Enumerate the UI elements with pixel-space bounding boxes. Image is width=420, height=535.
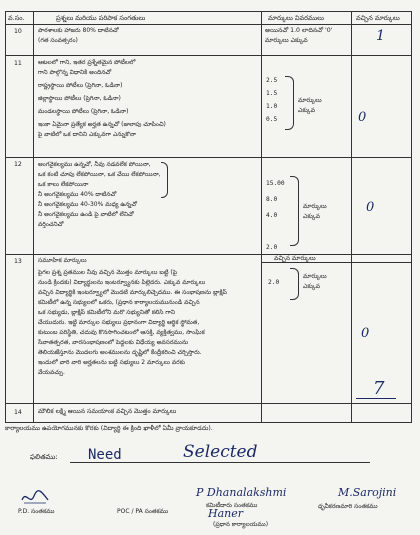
row-14-text: మౌలిక లక్ష్మి ఆయిన సమయాంక వచ్చిన మొత్తం మార్కులు	[38, 408, 177, 415]
row-number: 14	[14, 409, 22, 416]
head-office-label: (ప్రధాన కార్యాలయము)	[213, 521, 269, 528]
row-line: పైగల ప్రశ్న ప్రతముల నీవు వచ్చిన మొత్తం మార్కులు బట్టి (పై	[38, 269, 177, 276]
row-12-text	[38, 160, 161, 230]
row-line: గాని పాల్గొన్న విధానికి అందినచో	[38, 69, 112, 76]
committee-member-signature: P Dhanalakshmi	[196, 486, 287, 499]
awarded-total-handwritten: 7	[373, 378, 385, 399]
header-marks-detail: మార్కులు వివరములు	[268, 14, 325, 22]
brace	[161, 162, 168, 198]
row-line: ఒక కంటి చూపు లేకపోయినా, ఒక చేయి లేకపోయినా,	[38, 171, 161, 178]
row-11-marks-note: మార్కులు ఎక్కువ	[298, 97, 322, 114]
row-line: ఒక కాలు లేకపోయినా	[38, 181, 89, 188]
mark-value: 2.5	[266, 77, 278, 84]
row-line: ఇందులో వారి వారి అర్హతలను బట్టి సభ్యులు 2 మార్కులు వరకు	[38, 359, 185, 366]
brace	[290, 268, 299, 300]
awarded-mark-handwritten: 0	[366, 200, 375, 215]
poc-signature-label: POC / PA సంతకము	[117, 508, 169, 515]
row-number: 12	[14, 161, 22, 168]
row-line: పాఠశాలకు హాజరు 80% దాటినచో	[38, 27, 119, 34]
verifier-signature-label: ధృవీకరణమారి సంతకము	[318, 503, 378, 510]
row-line: వర్తించనిచో	[38, 221, 64, 228]
row-12-mark-values	[266, 176, 285, 256]
row-number: 10	[14, 28, 22, 35]
row-13-mark-values	[268, 276, 279, 289]
row-line: పై వాటిలో ఒక దానిని ఎక్కువగా ఎన్నుకొనా	[38, 131, 136, 138]
awarded-mark-handwritten: 0	[358, 110, 367, 125]
row-line: ఆటలలో గాని, ఇతర ప్రశ్నేతమైన పోటీలలో	[38, 59, 136, 66]
result-handwritten-note: Need	[88, 447, 122, 463]
committee-member-signature-2: Haner	[208, 507, 244, 520]
mark-value: 2.0	[268, 279, 280, 286]
table-col-divider	[351, 12, 352, 422]
mark-value: 0.5	[266, 116, 278, 123]
row-11-mark-values	[266, 74, 277, 126]
row-line: నీ అంగవైకల్యము 40-30% మధ్య ఉన్నచో	[38, 201, 137, 208]
row-line: వచ్చిన విద్యార్థికి ఇంటర్వ్యూలో మొదటి మార్కులిచ్చెదము. ఈ సంభాషణను బ్లాక్షిప్	[38, 289, 227, 296]
result-label: ఫలితము:	[30, 453, 58, 461]
mark-value: 1.0	[266, 103, 278, 110]
row-13-marks-note: మార్కులు ఎక్కువ	[303, 273, 327, 290]
row-line: జిల్లాస్థాయి పోటీలు (ప్రెగినా, ఓడినా)	[38, 95, 121, 102]
row-line: వేయవచ్చు.	[38, 369, 65, 376]
handwritten-underline	[356, 398, 396, 399]
row-line: ఒక సభ్యుడు, బ్లాక్షిప్ కమిటీలోని మరొ సభ్యునితో కలిసి గాని	[38, 309, 175, 316]
mark-value: 2.0	[266, 244, 278, 251]
row-line: రాష్ట్రస్థాయి పోటీలు (ప్రెగినా, ఓడినా)	[38, 82, 123, 89]
marks-table	[5, 11, 412, 423]
verifier-signature: M.Sarojini	[338, 486, 397, 499]
mark-value: 15.00	[266, 180, 285, 187]
pd-signature-scribble	[20, 488, 50, 508]
office-use-note: కార్యాలయము ఉపయోగమునకు కొరకు (విద్యార్థి ఈ క్రింది ఖాళీలో ఏమీ వ్రాయకూడదు).	[5, 425, 213, 432]
mark-value: 1.5	[266, 90, 278, 97]
row-12-marks-note: మార్కులు ఎక్కువ	[303, 203, 327, 220]
row-line: మండలస్థాయి పోటీలు (ప్రెగినా, ఓడినా)	[38, 108, 129, 115]
mark-value: 4.0	[266, 212, 278, 219]
pd-signature-label: P.D. సంతకము	[18, 508, 55, 515]
row-line: నీ అంగవైకల్యము 40% దాటినచో	[38, 191, 117, 198]
row-line: (గత సంవత్సరం)	[38, 37, 78, 44]
row-number: 11	[14, 60, 22, 67]
row-line: నీ అంగవైకల్యము ఉండి పై వాటిలో లేనిచో	[38, 211, 134, 218]
row-line: కమిటీలో ఉన్న సభ్యులలో ఒకరు, (ప్రధాన కార్యాలయమునుండి వచ్చిన	[38, 299, 200, 306]
row-line: అంగవైకల్యము ఉన్నచో, నీవు నడవలేక పోయినా,	[38, 161, 151, 168]
row-line: సమూహిక మార్కులు	[38, 257, 87, 264]
committee-signature-label: కమిటీదారు సంతకము	[206, 502, 258, 509]
result-handwritten-decision: Selected	[183, 442, 258, 462]
header-sno: వ.సం.	[8, 14, 25, 22]
brace	[285, 76, 294, 130]
table-col-divider	[33, 12, 34, 422]
row-13-text	[38, 256, 227, 378]
row-line: తెలియజేస్తూను మొదలగు అంశములను దృష్టిలో కేంద్రీకరించి చర్చిస్తారు.	[38, 349, 202, 356]
row-line: చేయుదురు. ఇట్టి మార్కుల సభ్యులు ప్రధానంగా విద్యార్థి ఆర్థిక స్థోమత,	[38, 319, 200, 326]
awarded-marks-subheader: వచ్చిన మార్కులు	[274, 255, 316, 262]
mark-value: 8.0	[266, 196, 278, 203]
row-11-text	[38, 58, 166, 140]
row-10-text	[38, 26, 119, 46]
row-line: కుటుంబ పరిస్థితి, చదువు కొనసాగించటంలో ఆసక్తి, వ్యక్తిత్వము, సాంఘిక	[38, 329, 205, 336]
row-10-marks: అయినచో 1.0 లాదినచో '0' మార్కులు ఎక్కువ	[265, 27, 333, 44]
awarded-mark-handwritten: 0	[361, 326, 370, 341]
header-parameters: ప్రశ్నలు మరియు పరిపాక సంగతులు	[56, 14, 146, 22]
row-number: 13	[14, 258, 22, 265]
awarded-mark-handwritten: 1	[376, 28, 385, 44]
table-col-divider	[261, 12, 262, 422]
header-awarded: వచ్చిన మార్కులు	[356, 14, 400, 22]
row-line: సేవాతత్పరత, వారసంభాషణంలో పెద్దలకు విధేయ్య అవసరమును	[38, 339, 189, 346]
row-line: నుండి క్రిందకు) విద్యార్థులను ఇంటర్వ్యూనకు పిల్లెదరు. ఎక్కువ మార్కులు	[38, 279, 206, 286]
brace	[290, 176, 299, 246]
row-line: ఇంకా ఏమైనా ప్రత్యేక అర్హత ఉన్నచో (జులాపు చూపించి)	[38, 121, 166, 128]
